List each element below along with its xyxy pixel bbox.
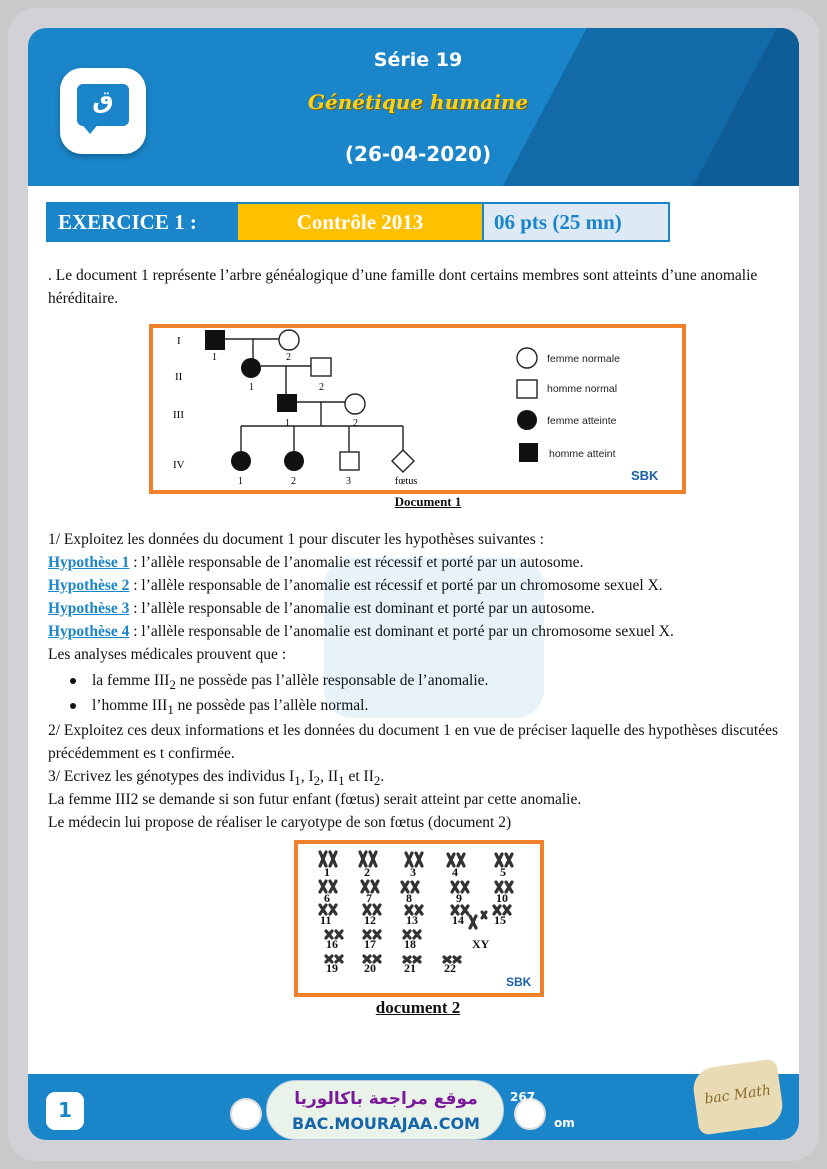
chromosome-pair [364, 931, 380, 951]
document2-caption: document 2 [375, 998, 461, 1017]
bullet-subscript: 2 [169, 677, 176, 693]
chromosome [372, 881, 378, 892]
q3-text: et II [344, 768, 374, 785]
chromosome-label: 7 [366, 891, 372, 905]
pedigree-number: 1 [212, 352, 217, 363]
chromosome-pair [326, 956, 342, 975]
chromosome-pair [364, 905, 380, 927]
footer-bar [28, 1074, 799, 1140]
pedigree-svg [153, 328, 682, 490]
chromosome-pair [404, 931, 420, 951]
chromosome-label: 2 [364, 865, 370, 879]
chromosome-label: 1 [324, 865, 330, 879]
footer-fragment: 267 [510, 1090, 536, 1104]
chromosome [462, 882, 468, 892]
chromosome-label: 12 [364, 913, 376, 927]
chromosome-label: 4 [452, 865, 458, 879]
chromosome-label: 6 [324, 891, 330, 905]
pedigree-number: 2 [291, 476, 296, 487]
q3-sub: 2 [313, 773, 321, 789]
bullet-text: l’homme III [92, 697, 168, 714]
chromosome [330, 881, 336, 892]
chromosome-label: 5 [500, 865, 506, 879]
exercise-control: Contrôle 2013 [236, 204, 482, 240]
pedigree-number: 2 [286, 352, 291, 363]
chromosome-pair [406, 906, 422, 927]
chromosome-label: 20 [364, 961, 376, 975]
karyotype-svg [298, 844, 540, 993]
gen-label: II [175, 371, 183, 383]
pedigree-II2 [311, 358, 331, 376]
chromosome-label: 3 [410, 865, 416, 879]
chromosome-pair [320, 852, 336, 879]
document1-caption: Document 1 [394, 494, 462, 509]
chromosome-label: 11 [320, 913, 332, 927]
chromosome-label: 13 [406, 913, 418, 927]
q3-sub: 1 [338, 773, 345, 789]
pedigree-foetus [392, 450, 414, 472]
chromosome-pair [444, 957, 460, 975]
question-1: 1/ Exploitez les données du document 1 pour discuter les hypothèses suivantes : [48, 531, 544, 548]
chromosome [458, 854, 464, 866]
chromosome-y [482, 912, 486, 918]
hypothesis-4-link[interactable]: Hypothèse 4 [48, 623, 130, 640]
hypothesis-1-link[interactable]: Hypothèse 1 [48, 554, 130, 571]
bullet-item [70, 694, 368, 721]
page-number: 1 [46, 1092, 84, 1130]
bullet-icon [70, 703, 76, 709]
document1-pedigree [149, 324, 686, 494]
pedigree-III2 [345, 394, 365, 414]
exercise-bar [46, 202, 670, 242]
chromosome-pair [320, 905, 336, 927]
gen-label: III [173, 409, 184, 421]
bullet-text: ne possède pas l’allèle responsable de l’anomalie. [175, 672, 489, 689]
intro-paragraph: . Le document 1 représente l’arbre généalogique d’une famille dont certains membres sont atteints d’une anomalie héréditaire. [48, 267, 758, 307]
subject-title: Génétique humaine [307, 90, 529, 114]
bacmath-logo: bac Math [691, 1058, 785, 1135]
exercise-title: EXERCICE 1 : [48, 204, 236, 240]
hypothesis-2-text: : l’allèle responsable de l’anomalie est récessif et porté par un chromosome sexuel X. [129, 577, 663, 594]
bullet-item [70, 669, 488, 696]
hypothesis-1-text: : l’allèle responsable de l’anomalie est récessif et porté par un autosome. [129, 554, 584, 571]
pedigree-number: 2 [319, 382, 324, 393]
chromosome-pair [364, 956, 380, 975]
hypothesis-2 [48, 574, 778, 597]
chromosome-label: 19 [326, 961, 338, 975]
chromosome-label: 9 [456, 891, 462, 905]
chromosome [412, 882, 418, 892]
bullet-icon [70, 678, 76, 684]
chromosome-label: 14 [452, 913, 464, 927]
chromosome-label: 17 [364, 937, 376, 951]
legend-male-affected [519, 443, 538, 462]
logo-glyph: ق [92, 86, 114, 114]
q3-text: , I [300, 768, 314, 785]
sbk-badge: SBK [506, 975, 532, 989]
legend-label: femme atteinte [547, 415, 617, 427]
hypothesis-1 [48, 551, 778, 574]
pedigree-IV3 [340, 452, 359, 470]
pedigree-number: 1 [285, 418, 290, 429]
chromosome-pair [448, 854, 464, 879]
question-2: 2/ Exploitez ces deux informations et les données du document 1 en vue de préciser laquelle des hypothèses discutées précédemment es t confirmée. [48, 722, 779, 762]
chromosome [416, 853, 422, 866]
chromosome [506, 854, 512, 866]
chromosome-pair [404, 957, 420, 975]
chat-bubble-tail [80, 122, 100, 134]
chromosome [370, 852, 376, 866]
hypothesis-4 [48, 620, 778, 643]
q3-text: , II [320, 768, 339, 785]
footer-fragment: om [554, 1116, 575, 1130]
pedigree-III1 [277, 394, 297, 412]
chromosome-label: 18 [404, 937, 416, 951]
pedigree-number: fœtus [395, 476, 418, 487]
q3-text: 3/ Ecrivez les génotypes des individus I [48, 768, 295, 785]
chromosome-pair [496, 854, 512, 879]
pedigree-number: 2 [353, 418, 358, 429]
chromosome-label: 22 [444, 961, 456, 975]
chromosome-pair [362, 881, 378, 905]
pedigree-number: 3 [346, 476, 351, 487]
legend-male-normal [517, 380, 537, 398]
paragraph-foetus: La femme III2 se demande si son futur enfant (fœtus) serait atteint par cette anomalie. [48, 791, 582, 808]
legend-label: homme normal [547, 383, 618, 395]
legend-label: femme normale [547, 353, 620, 365]
chromosome [320, 852, 326, 866]
hypothesis-4-text: : l’allèle responsable de l’anomalie est dominant et porté par un chromosome sexuel X. [129, 623, 674, 640]
footer-badge-icon [230, 1098, 262, 1130]
document2-karyotype [294, 840, 544, 997]
pedigree-I2 [279, 330, 299, 350]
chromosome-label: 15 [494, 913, 506, 927]
hypothesis-3-text: : l’allèle responsable de l’anomalie est dominant et porté par un autosome. [129, 600, 595, 617]
chromosome-pair [326, 931, 342, 951]
site-banner[interactable] [266, 1080, 504, 1140]
chromosome-pair [470, 912, 490, 951]
pedigree-IV1 [231, 451, 251, 471]
legend-female-normal [517, 348, 537, 368]
site-url[interactable]: BAC.MOURAJAA.COM [292, 1114, 480, 1133]
q3-sub: 2 [373, 773, 381, 789]
pedigree-II1 [241, 358, 261, 378]
chromosome-pair [452, 882, 468, 905]
chromosome-pair [402, 882, 418, 905]
paragraph-karyotype: Le médecin lui propose de réaliser le caryotype de son fœtus (document 2) [48, 814, 512, 831]
chromosome-pair [494, 906, 510, 927]
analyses-intro: Les analyses médicales prouvent que : [48, 646, 287, 663]
q3-text: . [380, 768, 385, 785]
chromosome [360, 852, 366, 866]
chromosome-label: XY [472, 937, 490, 951]
gen-label: IV [173, 459, 185, 471]
document-page [28, 28, 799, 1140]
hypothesis-3-link[interactable]: Hypothèse 3 [48, 600, 130, 617]
chromosome-pair [496, 882, 512, 905]
pedigree-IV2 [284, 451, 304, 471]
series-title: Série 19 [373, 49, 463, 71]
q3-sub: 1 [294, 773, 301, 789]
chromosome-label: 21 [404, 961, 416, 975]
chromosome-label: 10 [496, 891, 508, 905]
chromosome-pair [320, 881, 336, 905]
gen-label: I [177, 335, 181, 347]
legend-label: homme atteint [549, 448, 616, 460]
bullet-text: la femme III [92, 672, 170, 689]
site-arabic-name: موقع مراجعة باكالوريا [294, 1089, 478, 1109]
chromosome-label: 8 [406, 891, 412, 905]
hypothesis-3 [48, 597, 778, 620]
exercise-points: 06 pts (25 mn) [482, 204, 668, 240]
chromosome-label: 16 [326, 937, 338, 951]
bullet-subscript: 1 [167, 702, 174, 718]
sbk-badge: SBK [631, 468, 659, 483]
bullet-text: ne possède pas l’allèle normal. [173, 697, 369, 714]
chromosome-x [470, 916, 476, 928]
pedigree-I1 [205, 330, 225, 350]
hypothesis-2-link[interactable]: Hypothèse 2 [48, 577, 130, 594]
pedigree-number: 1 [249, 382, 254, 393]
header-banner [28, 28, 799, 186]
chromosome-pair [406, 853, 422, 879]
pedigree-number: 1 [238, 476, 243, 487]
chromosome-pair [360, 852, 376, 879]
chromosome-pair [452, 906, 468, 927]
site-logo[interactable] [60, 68, 146, 154]
exam-date: (26-04-2020) [344, 142, 492, 166]
chromosome [330, 852, 336, 866]
legend-female-affected [517, 410, 537, 430]
